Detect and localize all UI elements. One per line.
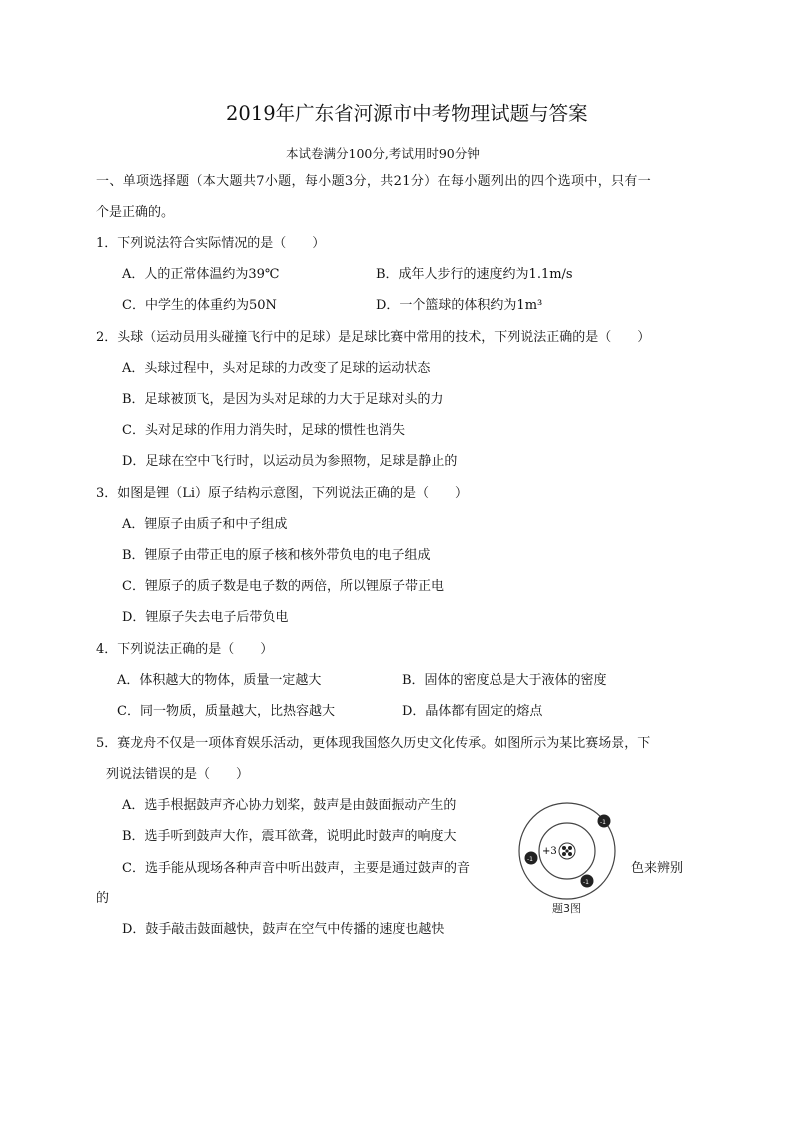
question-2-option-d: D．足球在空中飞行时，以运动员为参照物，足球是静止的 <box>122 454 458 469</box>
nucleon <box>562 846 566 850</box>
question-2-option-b: B．足球被顶飞，是因为头对足球的力大于足球对头的力 <box>122 392 444 407</box>
electron-charge-label: -1 <box>600 819 606 826</box>
question-2-stem: 2．头球（运动员用头碰撞飞行中的足球）是足球比赛中常用的技术，下列说法正确的是（ ） <box>96 330 651 345</box>
nucleon <box>562 852 566 856</box>
section-heading-cont: 个是正确的。 <box>96 205 175 220</box>
question-1-option-d: D．一个篮球的体积约为1m³ <box>376 298 543 313</box>
nucleon <box>565 849 568 852</box>
page-title: 2019年广东省河源市中考物理试题与答案 <box>226 102 588 125</box>
nucleon <box>568 852 572 856</box>
question-1-option-b: B．成年人步行的速度约为1.1m/s <box>376 267 573 282</box>
question-5-stem: 5．赛龙舟不仅是一项体育娱乐活动，更体现我国悠久历史文化传承。如图所示为某比赛场景，下 <box>96 736 651 751</box>
question-4-option-b: B．固体的密度总是大于液体的密度 <box>402 673 607 688</box>
nucleus-charge-label: +3 <box>542 846 557 857</box>
question-5-option-d: D．鼓手敲击鼓面越快，鼓声在空气中传播的速度也越快 <box>122 922 445 937</box>
question-4-option-a: A．体积越大的物体，质量一定越大 <box>117 673 322 688</box>
question-3-option-d: D．锂原子失去电子后带负电 <box>122 610 289 625</box>
question-5-stem-cont: 列说法错误的是（ ） <box>106 767 250 782</box>
page-subtitle: 本试卷满分100分,考试用时90分钟 <box>286 146 480 161</box>
electron-charge-label: -1 <box>527 856 533 863</box>
question-5-option-c-cont: 色来辨别 <box>631 861 684 876</box>
question-3-option-b: B．锂原子由带正电的原子核和核外带负电的电子组成 <box>122 548 431 563</box>
electron-charge-label: -1 <box>583 879 589 886</box>
question-3-stem: 3．如图是锂（Li）原子结构示意图，下列说法正确的是（ ） <box>96 486 469 501</box>
question-1-option-a: A．人的正常体温约为39℃ <box>122 267 280 282</box>
question-2-option-a: A．头球过程中，头对足球的力改变了足球的运动状态 <box>122 361 431 376</box>
question-5-option-c-wrap: 的 <box>96 891 110 906</box>
section-heading: 一、单项选择题（本大题共7小题，每小题3分，共21分）在每小题列出的四个选项中，只有一 <box>96 174 652 189</box>
nucleon <box>568 846 572 850</box>
question-3-option-a: A．锂原子由质子和中子组成 <box>122 517 288 532</box>
question-4-option-d: D．晶体都有固定的熔点 <box>402 704 543 719</box>
lithium-atom-figure <box>512 796 630 918</box>
figure-caption: 题3图 <box>552 902 581 915</box>
question-4-stem: 4．下列说法正确的是（ ） <box>96 642 274 657</box>
question-2-option-c: C．头对足球的作用力消失时，足球的惯性也消失 <box>122 423 405 438</box>
question-5-option-b: B．选手听到鼓声大作，震耳欲聋，说明此时鼓声的响度大 <box>122 829 457 844</box>
question-3-option-c: C．锂原子的质子数是电子数的两倍，所以锂原子带正电 <box>122 579 444 594</box>
question-5-option-c: C．选手能从现场各种声音中听出鼓声，主要是通过鼓声的音 <box>122 861 470 876</box>
question-4-option-c: C．同一物质，质量越大，比热容越大 <box>117 704 335 719</box>
atom-diagram <box>512 796 630 918</box>
question-5-option-a: A．选手根据鼓声齐心协力划桨，鼓声是由鼓面振动产生的 <box>122 798 457 813</box>
question-1-option-c: C．中学生的体重约为50N <box>122 298 277 313</box>
question-1-stem: 1．下列说法符合实际情况的是（ ） <box>96 236 326 251</box>
